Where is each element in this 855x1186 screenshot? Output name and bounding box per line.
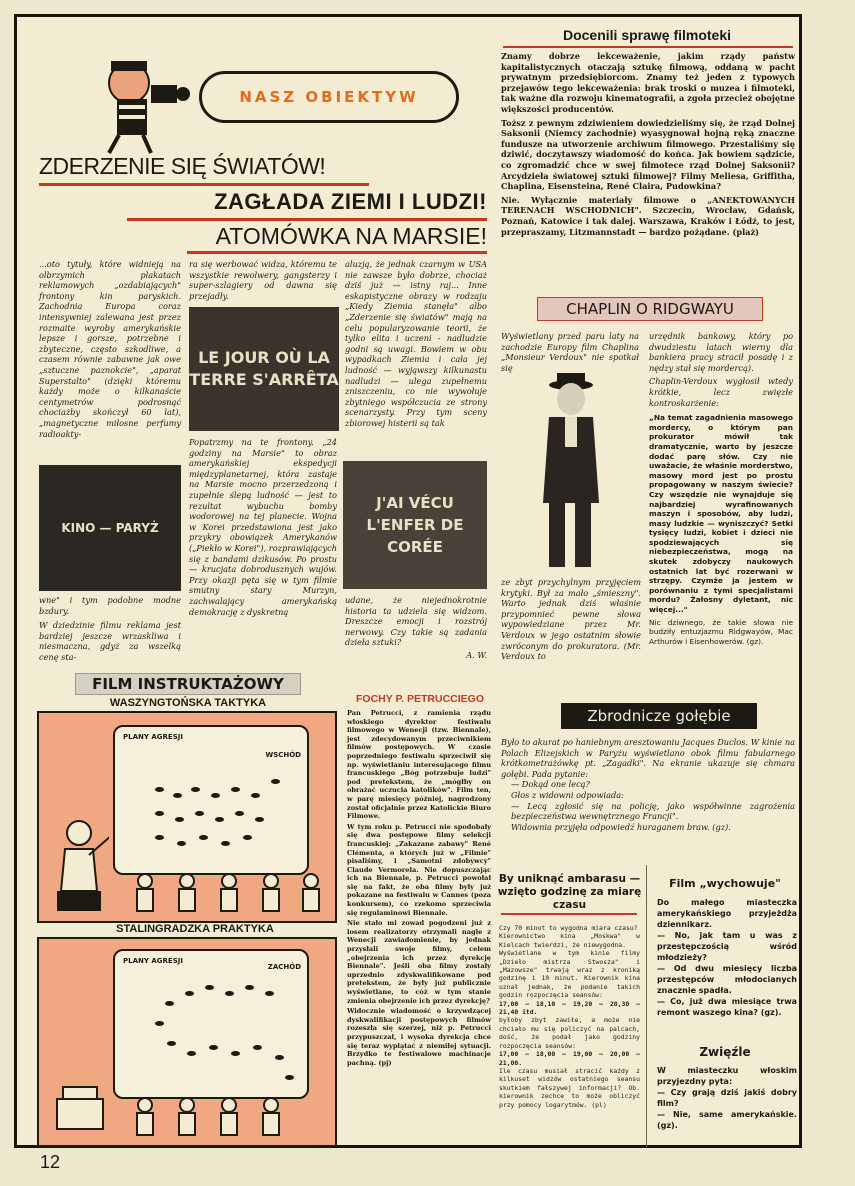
washington-panel bbox=[37, 711, 337, 923]
ambaras-p7: Ile czasu musiał stracić każdy z kilkuset widzów ostatniego seansu skutkiem fałszywej informacji? Ob. kierownik zechce to może obliczyć przy pomocy logarytmów. (pl) bbox=[499, 1066, 640, 1109]
headline-underline-1 bbox=[39, 183, 369, 186]
wychowuje-p4: — Co, już dwa miesiące trwa remont waszego kina? (gz). bbox=[657, 997, 797, 1017]
footprint-mark bbox=[155, 1021, 164, 1026]
footprint-mark bbox=[271, 779, 280, 784]
main-col-1 bbox=[39, 259, 181, 439]
logo-ribbon bbox=[199, 71, 459, 123]
filmoteki-underline bbox=[503, 46, 793, 48]
headline-1: ZDERZENIE SIĘ ŚWIATÓW! bbox=[39, 153, 326, 179]
headline-underline-3 bbox=[187, 251, 487, 254]
footprint-mark bbox=[175, 817, 184, 822]
fochy-p2: W tym roku p. Petrucci nie spodobały się dwa postępowe filmy selekcji francuskiej: „Zakazane zabawy" René Clémenta, o których już w „Filmie" pisaliśmy, i „Samotni zdobywcy" Claude Vermorela. Nie dopuszczając ich na Biennale, p. Petrucci powołał się na fakt, że oba filmy były już pokazane na festiwalu w Cannes (poza konkursem), co rzekomo sprzeciwia się regulaminowi Biennale. bbox=[347, 822, 491, 917]
cinema-front-caption: KINO — PARYŻ bbox=[61, 521, 159, 535]
chaplin-p3: Chaplin-Verdoux wygłosił wtedy krótkie, lecz zwięzłe kontroskarżenie: bbox=[649, 376, 793, 408]
chaplin-quote: „Na temat zagadnienia masowego mordercy, o którym pan prokurator mówił tak dramatycznie, warto by jeszcze dodać parę słów. Czy nie uważacie, że właśnie morderstwo, masowy mord jest po prostu propagowany w naszym świecie? Czy wszędzie nie wynajduje się najbardziej wyrafinowanych maszyn i sposobów, aby ludzi, masy ludzkie — wyniszczyć? Setki tysięcy ludzi, kobiet i dzieci nie spodziewających się niebezpieczeństwa, mogą na skutek zdobyczy naukowych ostatnich lat być rozerwani w strzępy. Czymże ja jestem w porównaniu z tymi specjalistami mordu? Żałosny dyletant, nic więcej..." bbox=[649, 413, 793, 615]
fochy-title: FOCHY P. PETRUCCIEGO bbox=[356, 693, 484, 705]
ambaras-underline bbox=[501, 913, 637, 915]
ambaras-panel bbox=[491, 865, 647, 1147]
zbrodnicze-body bbox=[501, 737, 795, 832]
zbrodnicze-p1: Było to akurat po haniebnym aresztowaniu Jacques Duclos. W kinie na Polach Elizejskich w Paryżu wyświetlano obok filmu fabularnego krótkometrażówkę pt. „Zagadki". Na ekranie ukazuje się chmara gołębi. Pada pytanie: bbox=[501, 737, 795, 779]
poster-jour-caption: LE JOUR OÙ LA TERRE S'ARRÊTA bbox=[189, 348, 339, 389]
chaplin-p4: Nic dziwnego, że takie słowa nie budziły entuzjazmu Ridgwayów, Mac Arthurów i Eisenhowerów. (gz). bbox=[649, 617, 793, 646]
headline-3: ATOMÓWKA NA MARSIE! bbox=[215, 223, 487, 249]
footprint-mark bbox=[221, 841, 230, 846]
zbrodnicze-p4: — Lecą zgłosić się na policję, jako współwinne zagrożenia bezpieczeństwa wewnętrznego Francji". bbox=[511, 800, 795, 822]
fochy-p1: Pan Petrucci, z ramienia rządu włoskiego dyrektor festiwalu filmowego w Wenecji (tzw. Biennale), jest zdecydowanym przeciwnikiem filmów postępowych. W czasie poprzedniego festiwalu sprzeciwił się np. wyświetlaniu interesującego filmu francuskiego „Bóg potrzebuje ludzi" pod pretekstem, że „mógłby on obrażać uczucia katolików". Film ten, w parę miesięcy później, nagrodzony został oficjalnie przez Katolickie Biuro Filmowe. bbox=[347, 709, 491, 821]
footprint-mark bbox=[265, 991, 274, 996]
main-col2b-text: Popatrzmy na te frontony. „24 godziny na Marsie" to obraz amerykańskiej ekspedycji międzyplanetarnej, która zastaje na Marsie mocno przerzedzoną i zupełnie ślepą ludność — jest to rezultat wybuchu bomby wodorowej na tej planecie. Wojna w Korei przedstawiona jest jako przykry obowiązek Amerykanów („Piekło w Korei"), rozprawiających się z bandami dzikusów. Po prostu — krucjata dobrodusznych wujów. Przy okazji pęta się w tym filmie smutny stary Murzyn, zachwalający amerykańską demokrację z dyskretną bbox=[189, 437, 337, 617]
stalingrad-plans-label: PLANY AGRESJI bbox=[123, 957, 183, 965]
soldiers-row-icon bbox=[125, 871, 325, 921]
poster-coree-caption: J'AI VÉCU L'ENFER DE CORÉE bbox=[366, 494, 464, 556]
headline-2: ZAGŁADA ZIEMI I LUDZI! bbox=[214, 189, 487, 214]
main-col-3b bbox=[345, 595, 487, 661]
cinema-front-photo bbox=[39, 465, 181, 591]
wychowuje-p3: — Od dwu miesięcy liczba przestępców młodocianych znacznie spadła. bbox=[657, 964, 797, 995]
zwiezle-title: Zwięźle bbox=[699, 1045, 751, 1059]
footprint-mark bbox=[245, 985, 254, 990]
zbrodnicze-p3: Głos z widowni odpowiada: bbox=[511, 789, 624, 800]
zbrodnicze-p5: Widownia przyjęła odpowiedź huraganem braw. (gz). bbox=[511, 821, 731, 832]
footprint-mark bbox=[155, 811, 164, 816]
zwiezle-p2: — Czy grają dziś jakiś dobry film? bbox=[657, 1088, 797, 1108]
column-logo bbox=[89, 47, 469, 157]
zbrodnicze-title-bar bbox=[561, 703, 757, 729]
ambaras-p6: 17,00 — 18,00 — 19,00 — 20,00 — 21,00. bbox=[499, 1050, 640, 1067]
filmoteki-title: Docenili sprawę filmoteki bbox=[562, 27, 732, 43]
footprint-mark bbox=[199, 835, 208, 840]
fochy-body bbox=[347, 709, 491, 1067]
footprint-mark bbox=[211, 793, 220, 798]
wychowuje-title: Film „wychowuje" bbox=[669, 877, 781, 890]
soldiers-row-icon bbox=[125, 1095, 325, 1145]
footprint-mark bbox=[251, 793, 260, 798]
footprint-mark bbox=[243, 835, 252, 840]
main-col-2a bbox=[189, 259, 337, 301]
main-signature: A. W. bbox=[466, 649, 487, 660]
footprint-mark bbox=[205, 985, 214, 990]
footprint-mark bbox=[235, 811, 244, 816]
footprint-mark bbox=[191, 787, 200, 792]
footprint-mark bbox=[177, 841, 186, 846]
main-col1c-text: W dziedzinie filmu reklama jest bardziej jeszcze wrzaskliwa i niesmaczna, gdyż za wszelką cenę sta- bbox=[39, 620, 181, 662]
zbrodnicze-title: Zbrodnicze gołębie bbox=[587, 707, 731, 725]
page-number: 12 bbox=[40, 1152, 61, 1172]
poster-coree-photo bbox=[343, 461, 487, 589]
cartoon-cameraman-icon bbox=[89, 47, 199, 157]
chaplin-p2: urzędnik bankowy, który po dwudziestu latach wierny dla bankiera pracy stracił posadę i z nędzy stał się mordercą). bbox=[649, 331, 793, 373]
ambaras-p1: Czy 70 minut to wygodna miara czasu? bbox=[499, 924, 638, 932]
footprint-mark bbox=[187, 1051, 196, 1056]
poster-jour-photo bbox=[189, 307, 339, 431]
fochy-p4: Widocznie wiadomość o krzywdzącej dyskwalifikacji postępowych filmów rozeszła się szerzej, niż p. Petrucci przypuszczał, i wysoka dyrekcja chce się teraz wyplątać z niemiłej sytuacji. Brzydko te festiwalowe machinacje pachną. (pj) bbox=[347, 1007, 491, 1067]
zwiezle-p3: — Nie, same amerykańskie. (gz). bbox=[657, 1110, 797, 1130]
footprint-mark bbox=[209, 1045, 218, 1050]
main-col1b-text: wne" i tym podobne modne bzdury. bbox=[39, 595, 181, 616]
headline-underline-2 bbox=[127, 218, 487, 221]
footprint-mark bbox=[255, 817, 264, 822]
wychowuje-p2: — No, jak tam u was z przestępczością wśród młodzieży? bbox=[657, 931, 797, 962]
chaplin-p1: Wyświetlany przed paru laty na zachodzie Europy film Chaplina „Monsieur Verdoux" nie spotkał się bbox=[501, 331, 639, 373]
chaplin-title-bar bbox=[537, 297, 763, 321]
washington-east-sign: WSCHÓD bbox=[265, 751, 301, 759]
page-frame bbox=[14, 14, 802, 1148]
stalingrad-west-sign: ZACHÓD bbox=[267, 963, 301, 971]
ambaras-p3: Wyświetlane w tym kinie filmy „Dzieło mistrza Stwosza" i „Mazowsze" trwają wraz z kroniką godzinę i 10 minut. Kierownik kina uznał jednak, że podanie takich godzin rozpoczęcia seansów: bbox=[499, 949, 640, 1000]
wychowuje-p1: Do małego miasteczka amerykańskiego przyjeżdża dziennikarz. bbox=[657, 898, 797, 929]
chaplin-col-2 bbox=[649, 331, 793, 646]
instrukt-sub1: WASZYNGTOŃSKA TAKTYKA bbox=[109, 697, 267, 709]
chaplin-p5: ze zbyt przychylnym przyjęciem krytyki. Był za mało „śmieszny". Warto jednak dziś właśnie przypomnieć pewne słowa wypowiedziane przez Mr. Verdoux w jego ostatnim słowie zwróconym do prokuratora. (Mr. Verdoux to bbox=[501, 577, 641, 662]
footprint-mark bbox=[275, 1055, 284, 1060]
instrukt-sub2: STALINGRADZKA PRAKTYKA bbox=[116, 923, 274, 935]
footprint-mark bbox=[195, 811, 204, 816]
wychowuje-body bbox=[657, 897, 797, 1018]
zwiezle-body bbox=[657, 1065, 797, 1131]
footprint-mark bbox=[155, 787, 164, 792]
footprint-mark bbox=[231, 787, 240, 792]
filmoteki-body bbox=[501, 51, 795, 237]
ambaras-p2: Kierownictwo kina „Moskwa" w Kielcach twierdzi, że niewygodna. bbox=[499, 932, 640, 949]
pointing-general-icon bbox=[49, 809, 109, 919]
footprint-mark bbox=[173, 793, 182, 798]
main-col-1b bbox=[39, 595, 181, 663]
ambaras-title: By uniknąć ambarasu — wzięto godzinę za miarę czasu bbox=[497, 873, 642, 911]
main-col3b-text: udane, że niejednokrotnie historia ta udziela się widzom. Dreszcze emocji i rozstrój nerwowy. Czy takie są zadania dzieła sztuki? bbox=[345, 595, 487, 648]
footprint-mark bbox=[167, 1041, 176, 1046]
footprint-mark bbox=[165, 1001, 174, 1006]
toilet-desk-icon bbox=[53, 1079, 113, 1139]
instrukt-title: FILM INSTRUKTAŻOWY bbox=[92, 675, 284, 693]
footprint-mark bbox=[285, 1075, 294, 1080]
washington-plans-label: PLANY AGRESJI bbox=[123, 733, 183, 741]
filmoteki-p1: Znamy dobrze lekceważenie, jakim rządy państw kapitalistycznych otaczają sztukę filmową, oddaną w pacht prywatnym przedsiębiorcom. Znamy też jeden z typowych przejawów tego lekceważenia: brak troski o muzea i filmoteki, tak ważne dla rozwoju kinematografii, a zgoła przecież obojętne większości producentów. bbox=[501, 51, 795, 114]
footprint-mark bbox=[155, 835, 164, 840]
ambaras-p4: 17,00 — 18,10 — 19,20 — 20,30 — 21,40 itd. bbox=[499, 999, 640, 1017]
stalingrad-board bbox=[113, 949, 309, 1099]
footprint-mark bbox=[253, 1045, 262, 1050]
washington-board bbox=[113, 725, 309, 875]
footprint-mark bbox=[225, 991, 234, 996]
logo-text: NASZ OBIEKTYW bbox=[239, 88, 419, 106]
zbrodnicze-p2: — Dokąd one lecą? bbox=[511, 779, 590, 790]
footprint-mark bbox=[215, 817, 224, 822]
chaplin-title: CHAPLIN O RIDGWAYU bbox=[566, 300, 734, 318]
filmoteki-p2: Toższ z pewnym zdziwieniem dowiedzieliśmy się, że rząd Dolnej Saksonii (Niemcy zachodnie) wyasygnował hojną ręką znaczne fundusze na utworzenie archiwum filmowego. Przestaliśmy się dziwić, doczytawszy wiadomość do końca. Jak bowiem sądzicie, co zgromadzić chce w swej filmotece rząd Dolnej Saksonii? Arcydzieła światowej sztuki filmowej? Filmy Meliesa, Griffitha, Chaplina, Eisensteina, René Claira, Pudowkina? bbox=[501, 117, 795, 192]
footprint-mark bbox=[231, 1051, 240, 1056]
ambaras-p5: byłoby zbyt zawiłe, a może nie chciało mu się policzyć na palcach, dość, że podał jako godziny rozpoczęcia seansów: bbox=[499, 1016, 640, 1050]
fochy-p3: Nie stało mi zowad pogodzeni już z losem realizatorzy otrzymali nagle z Wenecji zawiadomienie, by jednak przysłali swoje filmy, celem „obejrzenia ich przez dyrekcję Biennale". Jeśli oba filmy zostały uprzednio zdyskwalifikowane pod pretekstem, że były już publicznie wyświetlane, to cóż w tym stanie zmienia obejrzenie ich przez dyrekcję? bbox=[347, 919, 491, 1005]
chaplin-col-1b bbox=[501, 577, 641, 662]
chaplin-photo bbox=[519, 373, 619, 573]
footprint-mark bbox=[185, 991, 194, 996]
main-col3a-text: aluzją, że jednak czarnym w USA nie zawsze było dobrze, chociaż dziś już — istny raj... Inne eskapistyczne obrazy w rodzaju „Kiedy Ziemia stanęła" albo „Zderzenie się światów" mają na celu popularyzowanie teorii, że tylko elita i uczeni - nadludzie godni są uwagi. Bowiem w obu wypadkach Ziemia i cała jej ludność — wyjąwszy kilkunastu nadludzi — ulega zupełnemu zniszczeniu, co nie wywołuje zbytniego współczucia ze strony scenarzysty. Przy tym sceny zbiorowej histerii są tak bbox=[345, 259, 487, 428]
main-col-3a bbox=[345, 259, 487, 429]
stalingrad-panel bbox=[37, 937, 337, 1147]
main-col2a-text: ra się werbować widza, któremu te wszystkie rewolwery, gangsterzy i super-szlagiery od dawna się przejadły. bbox=[189, 259, 337, 301]
main-col-2b bbox=[189, 437, 337, 617]
chaplin-col-1 bbox=[501, 331, 639, 373]
main-col1-text: ...oto tytuły, które widnieją na olbrzymich plakatach reklamowych „ozdabiających" frontony kin paryskich. Zachodnia Europa coraz intensywniej zalewana jest przez rozmaite wyroby amerykańskie lepsze i gorsze, potrzebne i zbyteczne, często szkodliwe, a czasem równie zabawne jak owe „sztuczne paznokcie", „aparat Superstalto" (dzięki któremu każdy może o kilkanaście centymetrów podrosnąć chociażby skończył 60 lat), „magnetyczne miłosne perfumy radioakty- bbox=[39, 259, 181, 439]
zwiezle-p1: W miasteczku włoskim przyjezdny pyta: bbox=[657, 1066, 797, 1086]
instrukt-title-bar bbox=[75, 673, 301, 695]
filmoteki-p3: Nie. Wyłącznie materiały filmowe o „ANEKTOWANYCH TERENACH WSCHODNICH". Szczecin, Wrocław, Gdańsk, Poznań, Katowice i tak dalej. Warszawa, Kraków i Łódź, to jest, przepraszamy, Litzmannstadt — bardzo pożądane. (plaż) bbox=[501, 194, 795, 237]
